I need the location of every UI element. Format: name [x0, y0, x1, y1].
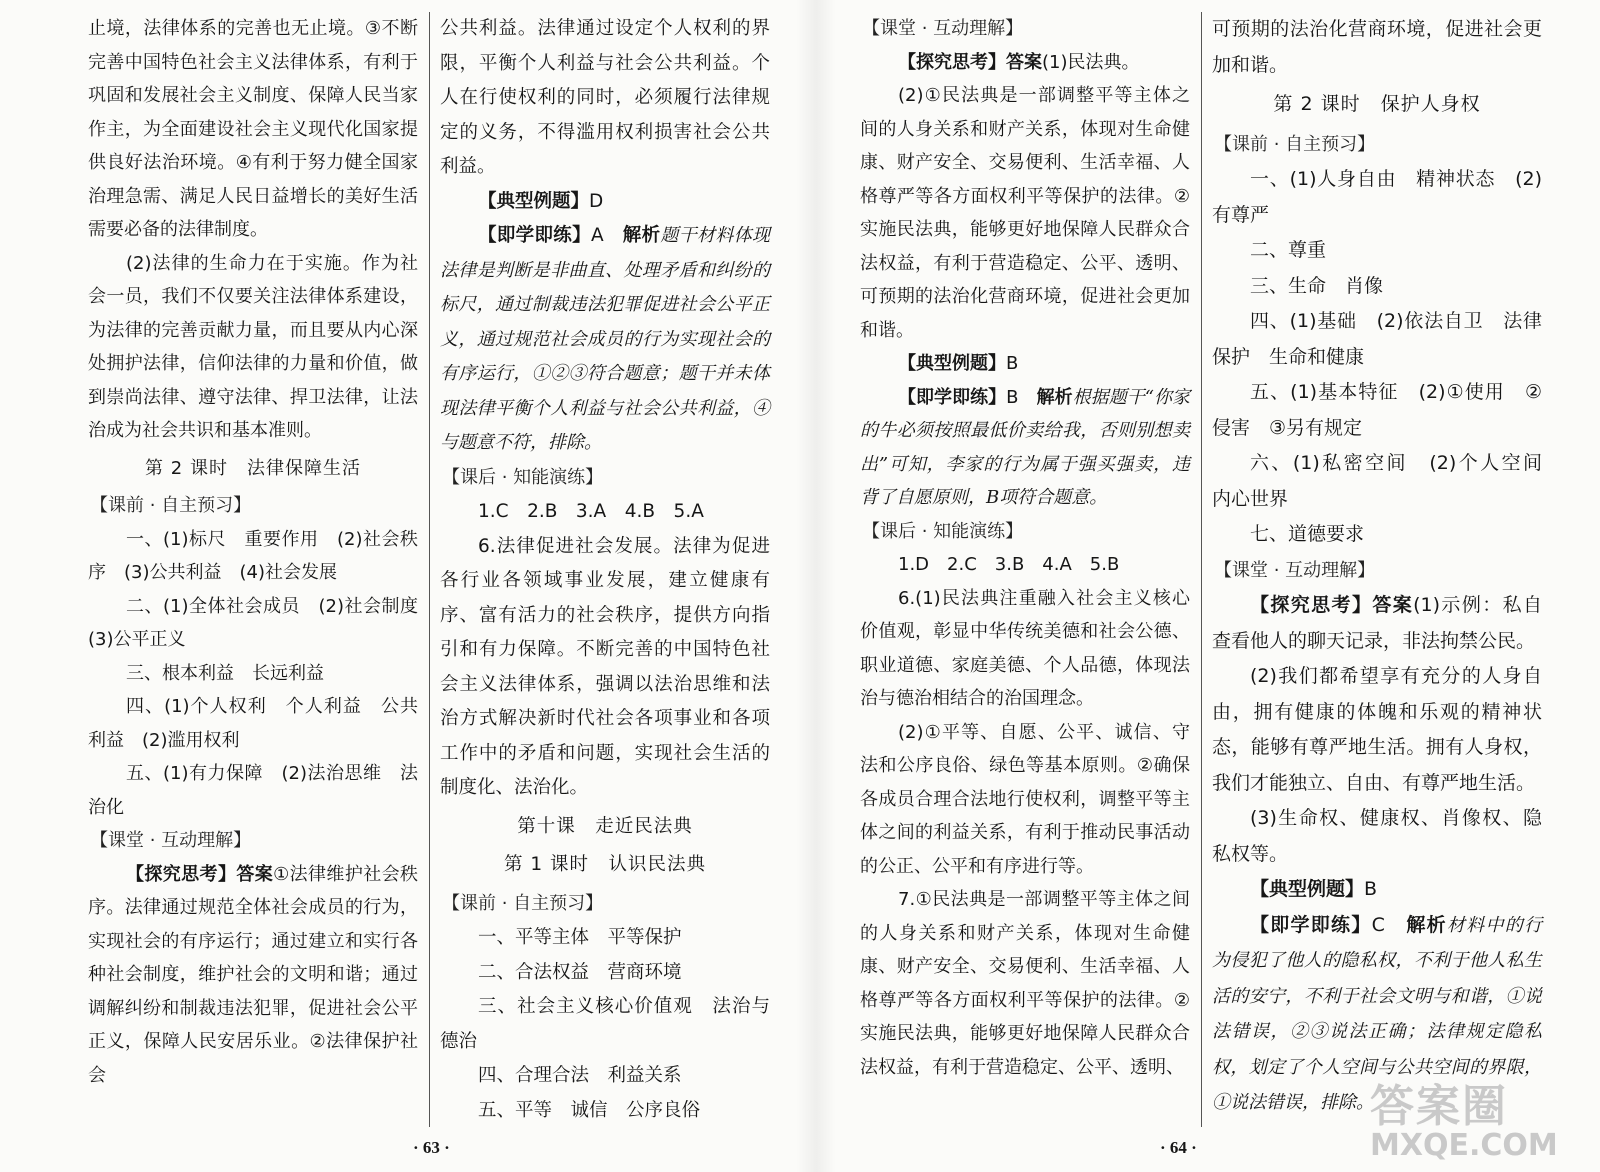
body-paragraph: (2)①民法典是一部调整平等主体之间的人身关系和财产关系，体现对生命健康、财产安全、交易便利、生活幸福、人格尊严等各方面权利平等保护的法律。②实施民法典，能够更好地保障人民群众合法权益，有利于营造稳定、公平、透明、可预期的法治化营商环境，促进社会更加和谐。 [860, 85, 1190, 341]
column-divider-left [429, 12, 430, 1127]
body-paragraph: (2)①平等、自愿、公平、诚信、守法和公序良俗、绿色等基本原则。②确保各成员合理合法地行使权利，调整平等主体之间的利益关系，有利于推动民事活动的公正、公平和有序进行等。 [860, 721, 1190, 877]
body-paragraph: 三、社会主义核心价值观 法治与德治 [440, 996, 770, 1052]
body-paragraph: (2)法律的生命力在于实施。作为社会一员，我们不仅要关注法律体系建设，为法律的完善贡献力量，而且要从内心深处拥护法律，信仰法律的力量和价值，做到崇尚法律、遵守法律、捍卫法律，让法治成为社会共识和基本准则。 [88, 252, 418, 441]
bracket-heading: 【课前 · 自主预习】 [1214, 133, 1376, 155]
bracket-heading: 【课前 · 自主预习】 [442, 892, 604, 914]
answer-paragraph [860, 46, 1190, 80]
body-paragraph: 一、(1)人身自由 精神状态 (2)有尊严 [1212, 168, 1542, 226]
body-paragraph: 五、平等 诚信 公序良俗 [478, 1099, 701, 1121]
section-heading: 第 2 课时 保护人身权 [1273, 93, 1481, 115]
bracket-heading: 【课堂 · 互动理解】 [90, 830, 252, 851]
answer-label: 【探究思考】答案 [898, 51, 1042, 73]
answer-text: D [589, 190, 604, 212]
page-number-right: · 64 · [1160, 1138, 1197, 1157]
body-paragraph: 二、合法权益 营商环境 [478, 961, 682, 983]
analysis-label: 解析 [622, 225, 661, 246]
answer-paragraph [860, 347, 1190, 381]
body-paragraph: 三、根本利益 长远利益 [126, 662, 324, 684]
analysis-label: 解析 [1036, 386, 1073, 408]
analysis-label: 解析 [1406, 913, 1447, 936]
answer-label: 【即学即练】 [1250, 913, 1372, 936]
answer-paragraph [1212, 872, 1542, 908]
answer-label: 【典型例题】 [478, 190, 590, 212]
answer-label: 【典型例题】 [1250, 878, 1365, 900]
answer-paragraph [440, 219, 770, 461]
left-page-column-1 [88, 12, 418, 1092]
body-paragraph: 四、合理合法 利益关系 [478, 1065, 682, 1086]
body-paragraph: 6.法律促进社会发展。法律为促进各行业各领域事业发展，建立健康有序、富有活力的社会秩序，提供方向指引和有力保障。不断完善的中国特色社会主义法律体系，强调以法治思维和法治方式解决新时代社会各项事业和各项工作中的矛盾和问题，实现社会生活的制度化、法治化。 [440, 535, 770, 798]
body-paragraph: 三、生命 肖像 [1250, 274, 1384, 297]
body-paragraph: 二、(1)全体社会成员 (2)社会制度(3)公平正义 [88, 595, 418, 650]
analysis-text: 题干材料体现法律是判断是非曲直、处理矛盾和纠纷的标尺，通过制裁违法犯罪促进社会公平正义，通过规范社会成员的行为实现社会的有序运行，①②③符合题意；题干并未体现法律平衡个人利益与社会公共利益，④与题意不符，排除。 [440, 225, 771, 453]
body-paragraph: 四、(1)个人权利 个人利益 公共利益 (2)滥用权利 [88, 696, 418, 751]
analysis-text: 根据题干“你家的牛必须按照最低价卖给我，否则别想卖出”可知，李家的行为属于强买强卖，违背了自愿原则，B项符合题意。 [860, 386, 1191, 508]
page-fold-shadow [796, 0, 836, 1172]
section-heading: 第 2 课时 法律保障生活 [145, 457, 361, 479]
body-paragraph: 可预期的法治化营商环境，促进社会更加和谐。 [1212, 18, 1542, 76]
body-paragraph: 五、(1)有力保障 (2)法治思维 法治化 [88, 763, 418, 818]
body-paragraph: 6.(1)民法典注重融入社会主义核心价值观，彰显中华传统美德和社会公德、职业道德、家庭美德、个人品德，体现法治与德治相结合的治国理念。 [860, 587, 1190, 709]
answer-text: A [590, 225, 623, 246]
section-heading: 第 1 课时 认识民法典 [503, 854, 707, 875]
answer-paragraph [860, 381, 1190, 515]
answer-label: 【探究思考】答案 [1250, 594, 1414, 616]
bracket-heading: 【课堂 · 互动理解】 [1214, 559, 1376, 581]
body-paragraph: (3)生命权、健康权、肖像权、隐私权等。 [1212, 807, 1542, 865]
right-page-column-2 [1212, 12, 1562, 1121]
answer-label: 【探究思考】答案 [126, 863, 274, 885]
left-page-column-2 [440, 12, 770, 1128]
answer-text: B [1006, 353, 1019, 374]
analysis-text: 材料中的行为侵犯了他人的隐私权，不利于他人私生活的安宁，不利于社会文明与和谐，①说法错误，②③说法正确；法律规定隐私权，划定了个人空间与公共空间的界限，①说法错误，排除。 [1212, 914, 1542, 1113]
column-divider-right [1201, 12, 1202, 1127]
answer-label: 【即学即练】 [898, 386, 1007, 408]
answer-text: (1)示例：私自查看他人的聊天记录，非法拘禁公民。 [1212, 594, 1542, 652]
answer-paragraph [88, 858, 418, 1093]
page-number-left: · 63 · [413, 1138, 450, 1157]
body-paragraph: 七、道德要求 [1250, 523, 1365, 545]
body-paragraph: 二、尊重 [1250, 239, 1327, 261]
body-paragraph: 一、平等主体 平等保护 [478, 927, 682, 948]
bracket-heading: 【课前 · 自主预习】 [90, 495, 252, 516]
answer-paragraph [1212, 588, 1542, 659]
body-paragraph: 公共利益。法律通过设定个人权利的界限，平衡个人利益与社会公共利益。个人在行使权利的同时，必须履行法律规定的义务，不得滥用权利损害社会公共利益。 [440, 18, 770, 177]
answer-label: 【即学即练】 [478, 225, 591, 246]
bracket-heading: 【课后 · 知能演练】 [862, 520, 1024, 542]
body-paragraph: 止境，法律体系的完善也无止境。③不断完善中国特色社会主义法律体系，有利于巩固和发展社会主义制度、保障人民当家作主，为全面建设社会主义现代化国家提供良好法治环境。④有利于努力健全国家治理急需、满足人民日益增长的美好生活需要必备的法律制度。 [88, 18, 418, 240]
answer-text: B [1006, 386, 1037, 408]
watermark-text-url: MXQE.COM [1370, 1128, 1558, 1163]
answer-text: (1)民法典。 [1042, 51, 1140, 73]
body-paragraph: (2)我们都希望享有充分的人身自由，拥有健康的体魄和乐观的精神状态，能够有尊严地生活。拥有人身权，我们才能独立、自由、有尊严地生活。 [1212, 665, 1542, 794]
body-paragraph: 1.C 2.B 3.A 4.B 5.A [478, 501, 704, 522]
body-paragraph: 四、(1)基础 (2)依法自卫 法律保护 生命和健康 [1212, 310, 1542, 368]
body-paragraph: 一、(1)标尺 重要作用 (2)社会秩序 (3)公共利益 (4)社会发展 [88, 528, 418, 583]
bracket-heading: 【课后 · 知能演练】 [442, 466, 604, 488]
body-paragraph: 1.D 2.C 3.B 4.A 5.B [898, 554, 1120, 575]
section-heading: 第十课 走近民法典 [517, 815, 693, 837]
answer-paragraph [440, 185, 770, 220]
body-paragraph: 7.①民法典是一部调整平等主体之间的人身关系和财产关系，体现对生命健康、财产安全、交易便利、生活幸福、人格尊严等各方面权利平等保护的法律。②实施民法典，能够更好地保障人民群众合法权益，有利于营造稳定、公平、透明、 [860, 889, 1190, 1078]
answer-text: B [1364, 878, 1378, 900]
body-paragraph: 五、(1)基本特征 (2)①使用 ②侵害 ③另有规定 [1212, 381, 1542, 439]
body-paragraph: 六、(1)私密空间 (2)个人空间 内心世界 [1212, 452, 1562, 510]
answer-text: C [1371, 913, 1407, 936]
watermark-logo [1370, 1070, 1570, 1163]
answer-text: ①法律维护社会秩序。法律通过规范全体社会成员的行为，实现社会的有序运行；通过建立和实行各种社会制度，维护社会的文明和谐；通过调解纠纷和制裁违法犯罪，促进社会公平正义，保障人民安居乐业。②法律保护社会 [88, 863, 418, 1086]
watermark-text-cn: 答案圈 [1370, 1081, 1508, 1132]
answer-label: 【典型例题】 [898, 353, 1006, 374]
right-page-column-1 [860, 12, 1190, 1084]
bracket-heading: 【课堂 · 互动理解】 [862, 18, 1024, 39]
